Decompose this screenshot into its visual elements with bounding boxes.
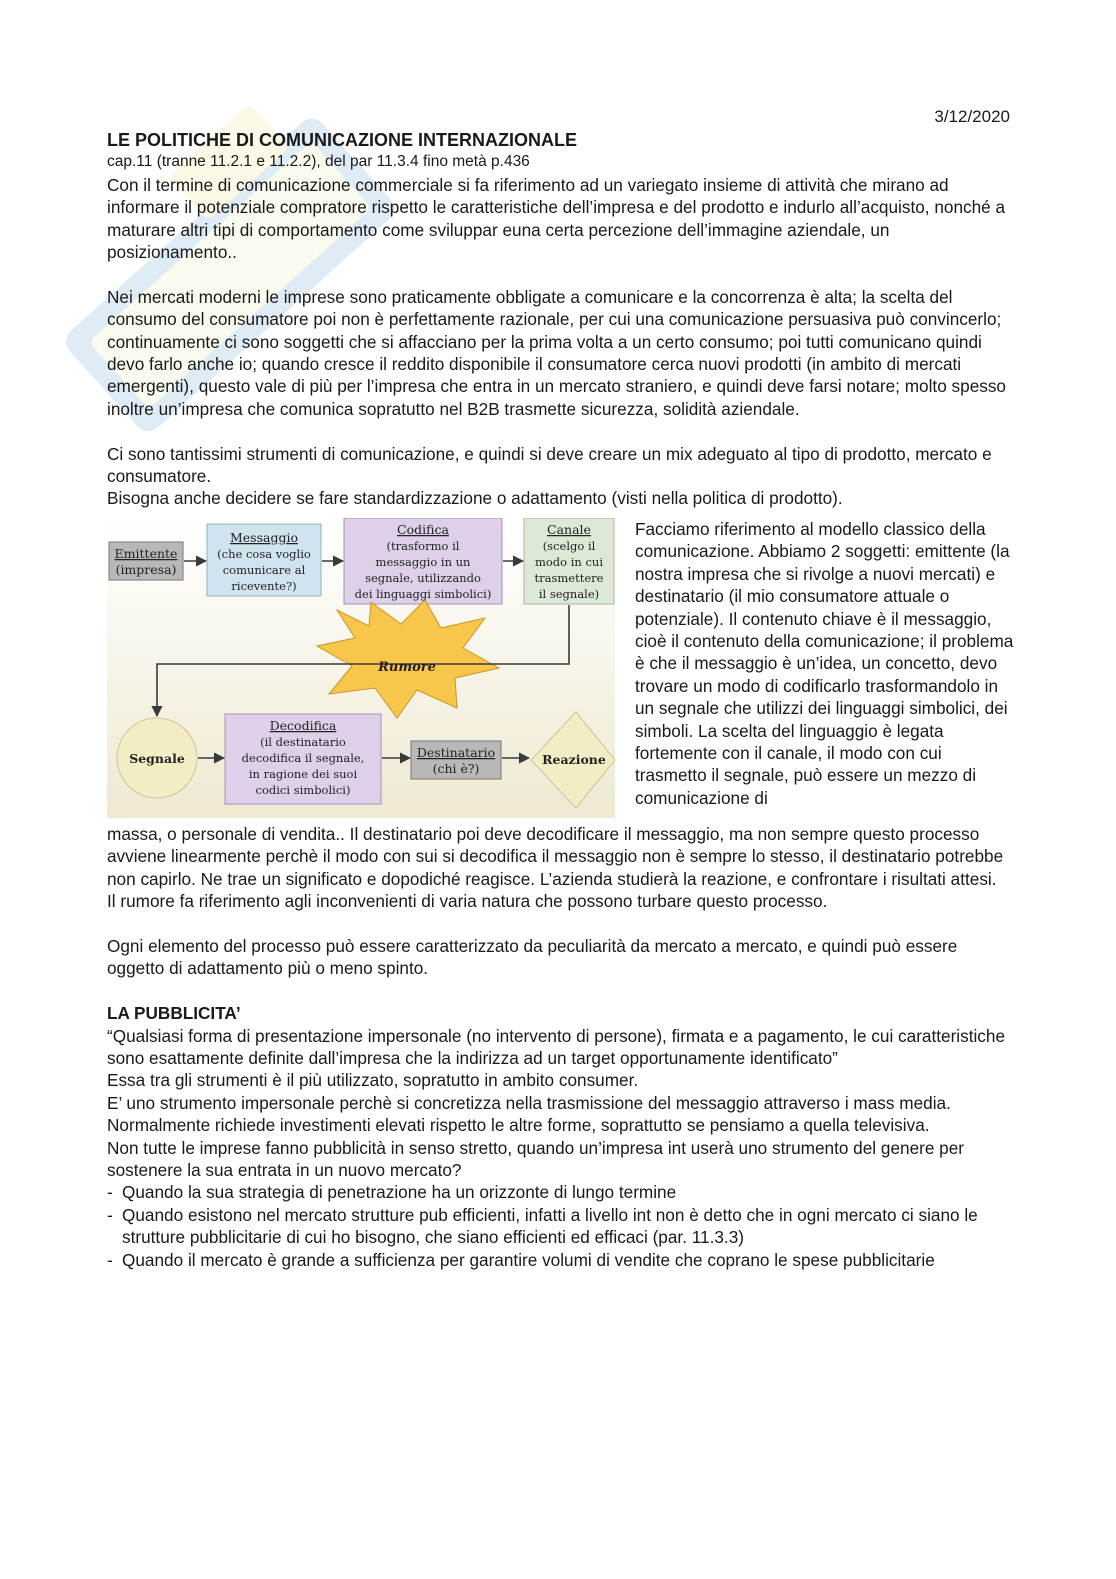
reazione-label: Reazione [542,751,606,767]
destinatario-note: (chi è?) [432,760,480,776]
canale-line-1: (scelgo il [542,538,596,553]
canale-line-3: trasmettere [534,570,604,585]
document-title: LE POLITICHE DI COMUNICAZIONE INTERNAZIONALE [107,130,577,150]
codifica-line-4: dei linguaggi simbolici) [354,586,492,601]
codifica-line-3: segnale, utilizzando [365,570,481,585]
list-item: - Quando esistono nel mercato strutture pub efficienti, infatti a livello int non è detto che in ogni mercato ci siano le strutture pubblicitarie di cui ho bisogno, che siano efficienti ed efficaci (par. 11.3.3) [107,1204,1012,1249]
emittente-title: Emittente [114,545,178,561]
document-body [107,129,1012,1271]
destinatario-title: Destinatario [416,744,496,760]
ads-paragraph-1: Essa tra gli strumenti è il più utilizzato, sopratutto in ambito consumer. [107,1070,639,1091]
tools-paragraph: Ci sono tantissimi strumenti di comunicazione, e quindi si deve creare un mix adeguato al tipo di prodotto, mercato e consumatore. [107,443,992,487]
messaggio-title: Messaggio [229,529,299,545]
codifica-line-2: messaggio in un [375,554,471,569]
messaggio-line-2: comunicare al [222,562,306,577]
definition-quote: “Qualsiasi forma di presentazione impersonale (no intervento di persone), firmata e a pagamento, le cui caratteristiche sono esattamente definite dall’impresa che la indirizza ad un target opportunamente identificato” [107,1025,1006,1068]
rumore-label: Rumore [378,659,436,675]
figure-row [107,518,1012,823]
decodifica-line-1: (il destinatario [260,734,346,749]
messaggio-line-3: ricevente?) [231,578,297,593]
figure-side-text: Facciamo riferimento al modello classico della comunicazione. Abbiamo 2 soggetti: emittente (la nostra impresa che si rivolge a nuovi mercati) e destinatario (il mio consumatore attuale o potenziale). Il contenuto chiave è il messaggio, cioè il contenuto della comunicazione; il problema è che il messaggio è un’idea, un concetto, devo trovare un modo di codificarlo trasformandolo in un segnale che utilizzi dei linguaggi simbolici, dei simboli. La scelta del linguaggio è legata fortemente con il canale, il modo con cui trasmetto il segnale, può essere un mezzo di comunicazione di [635,518,1014,808]
markets-paragraph: Nei mercati moderni le imprese sono praticamente obbligate a comunicare e la concorrenza è alta; la scelta del consumo del consumatore poi non è perfettamente razionale, per cui una comunicazione persuasiva può convincerlo; continuamente ci sono soggetti che si affacciano per la prima volta a un certo consumo; poi tutti comunicano quindi devo farlo anche io; quando cresce il reddito disponibile il consumatore cerca nuovi prodotti (in ambito di mercati emergenti), questo vale di più per l’impresa che entra in un mercato straniero, e quindi deve farsi notare; molto spesso inoltre un’impresa che comunica sopratutto nel B2B trasmette sicurezza, solidità aziendale. [107,286,1006,419]
conditions-list [107,1181,1012,1271]
adaptation-paragraph: Ogni elemento del processo può essere caratterizzato da peculiarità da mercato a mercato, e quindi può essere oggetto di adattamento più o meno spinto. [107,935,958,979]
decodifica-line-2: decodifica il segnale, [241,750,365,765]
decodifica-line-3: in ragione dei suoi [248,766,358,781]
figure-continuation-paragraph: massa, o personale di vendita.. Il destinatario poi deve decodificare il messaggio, ma non sempre questo processo avviene linearmente perchè il modo con sui si decodifica il messaggio non è sempre lo stesso, il destinatario potrebbe non capirlo. Ne trae un significato e dopodiché reagisce. L’azienda studierà la reazione, e confrontare i risultati attesi. [107,823,1004,889]
intro-paragraph: Con il termine di comunicazione commerciale si fa riferimento ad un variegato insieme di attività che mirano ad informare il potenziale compratore rispetto le caratteristiche dell’impresa e del prodotto e indurlo all’acquisto, nonché a maturare altri tipi di comportamento come sviluppar euna certa percezione dell’immagine aziendale, un posizionamento.. [107,174,1006,263]
canale-line-2: modo in cui [534,554,604,569]
codifica-line-1: (trasformo il [386,538,460,553]
segnale-label: Segnale [129,750,185,766]
decodifica-line-4: codici simbolici) [255,782,351,797]
document-date: 3/12/2020 [934,107,1010,126]
canale-title: Canale [547,521,591,537]
ads-paragraph-3: Normalmente richiede investimenti elevati rispetto le altre forme, soprattutto se pensiamo a quella televisiva. [107,1115,930,1136]
document-subtitle: cap.11 (tranne 11.2.1 e 11.2.2), del par 11.3.4 fino metà p.436 [107,153,530,171]
ads-paragraph-4: Non tutte le imprese fanno pubblicità in senso stretto, quando un’impresa int userà uno strumento del genere per sostenere la sua entrata in un nuovo mercato? [107,1137,965,1180]
ads-paragraph-2: E’ uno strumento impersonale perchè si concretizza nella trasmissione del messaggio attraverso i mass media. [107,1092,951,1113]
messaggio-line-1: (che cosa voglio [217,546,311,561]
codifica-title: Codifica [397,521,449,537]
section-title-pubblicita: LA PUBBLICITA’ [107,1003,241,1024]
list-item: - Quando il mercato è grande a sufficienza per garantire volumi di vendite che coprano le spese pubblicitarie [107,1249,1012,1271]
standardization-paragraph: Bisogna anche decidere se fare standardizzazione o adattamento (visti nella politica di prodotto). [107,488,843,509]
noise-paragraph: Il rumore fa riferimento agli inconvenienti di varia natura che possono turbare questo processo. [107,891,828,912]
emittente-note: (impresa) [115,561,177,577]
canale-line-4: il segnale) [538,586,600,601]
decodifica-title: Decodifica [269,717,337,733]
list-item: - Quando la sua strategia di penetrazione ha un orizzonte di lungo termine [107,1181,1012,1203]
communication-model-diagram [107,518,615,818]
